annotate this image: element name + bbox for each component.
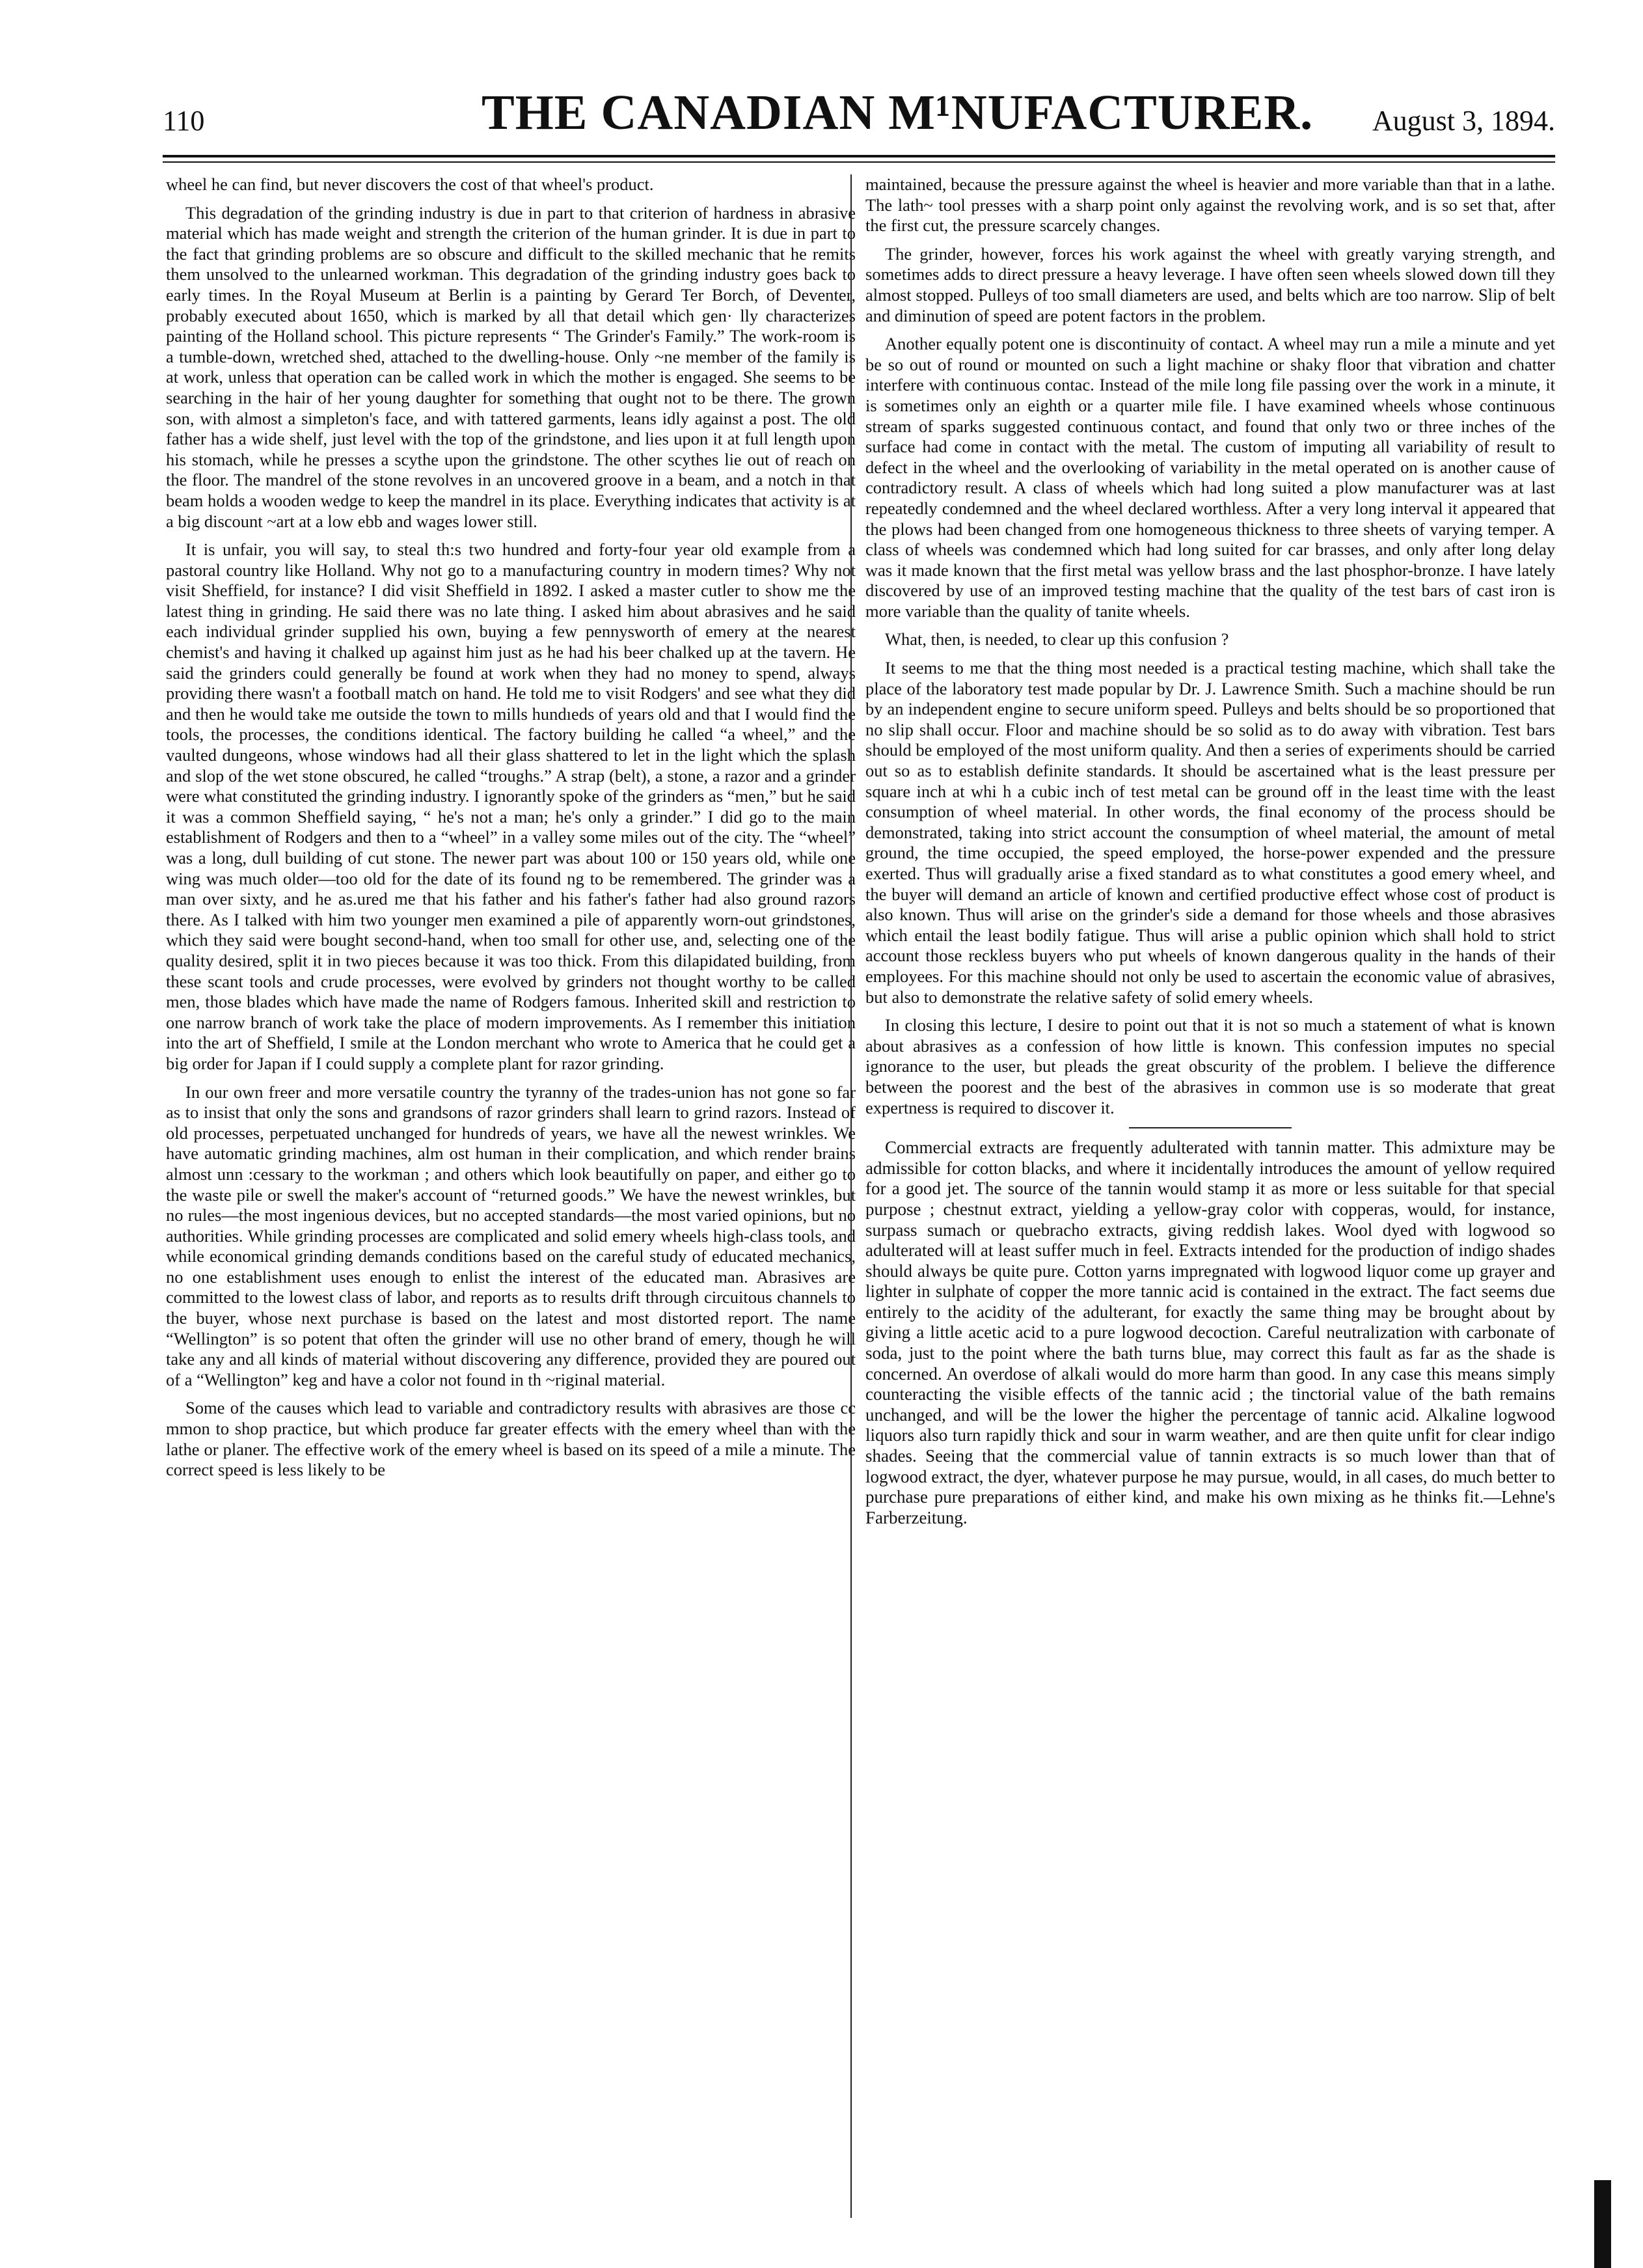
journal-title: THE CANADIAN M¹NUFACTURER. <box>482 85 1314 140</box>
right-column <box>865 174 1555 1536</box>
extract-note: Commercial extracts are frequently adulterated with tannin matter. This admixture may be admissible for cotton blacks, and where it incidentally introduces the amount of yellow required for a good jet. The source of the tannin would stamp it as more or less suitable for that special purpose ; chestnut extract, yielding a yellow-gray color with copperas, would, for instance, surpass sumach or quebracho extracts, giving reddish lakes. Wool dyed with logwood so adulterated will at least suffer much in feel. Extracts intended for the production of indigo shades should always be quite pure. Cotton yarns impregnated with logwood liquor come up grayer and lighter in sulphate of copper the more tannic acid is contained in the extract. The fact seems due entirely to the acidity of the adulterant, for exactly the same thing may be brought about by giving a little acetic acid to a pure logwood decoction. Careful neutralization with carbonate of soda, just to the point where the bath turns blue, may correct this fault as far as the shade is concerned. An overdose of alkali would do more harm than good. In any case this means simply counteracting the visible effects of the tannic acid ; the tinctorial value of the bath remains unchanged, and will be the lower the higher the percentage of tannic acid. Alkaline logwood liquors also turn rapidly thick and sour in warm weather, and are then quite unfit for clear indigo shades. Seeing that the commercial value of tannin extracts is so much lower than that of logwood extract, the dyer, whatever purpose he may pursue, would, in all cases, do much better to purchase pure preparations of either kind, and make his own mixing as he thinks fit.—Lehne's Farberzeitung. <box>865 1138 1555 1527</box>
issue-date: August 3, 1894. <box>1372 105 1555 137</box>
column-divider <box>850 174 852 2218</box>
left-paragraph: wheel he can find, but never discovers the cost of that wheel's product. <box>166 174 654 194</box>
left-paragraph: This degradation of the grinding industry is due in part to that criterion of hardness in abrasive material which has made weight and strength the criterion of the human grinder. It is due in part to the fact that grinding problems are so obscure and difficult to the skilled mechanic that he remits them unsolved to the unlearned workman. This degradation of the grinding industry goes back to early times. In the Royal Museum at Berlin is a painting by Gerard Ter Borch, of Deventer, probably executed about 1650, which is marked by all that detail which gen· lly characterizes painting of the Holland school. This picture represents “ The Grinder's Family.” The work-room is a tumble-down, wretched shed, attached to the dwelling-house. Only ~ne member of the family is at work, unless that operation can be called work in which the mother is engaged. She seems to be searching in the hair of her young daughter for something that ought not to be there. The grown son, with almost a simpleton's face, and with tattered garments, leans idly against a post. The old father has a wide shelf, just level with the top of the grindstone, and lies upon it at full length upon his stomach, while he presses a scythe upon the grindstone. The other scythes lie out of reach on the floor. The mandrel of the stone revolves in an uncovered groove in a beam, and a notch in that beam holds a wooden wedge to keep the mandrel in its place. Everything indicates that activity is at a big discount ~art at a low ebb and wages lower still. <box>166 202 856 531</box>
left-paragraph: Some of the causes which lead to variable and contradictory results with abrasives are those cc mmon to shop practice, but which produce far greater effects with the emery wheel than with the lathe or planer. The effective work of the emery wheel is based on its speed of a mile a minute. The correct speed is less likely to be <box>166 1398 856 1480</box>
page-edge-mark <box>1594 2180 1611 2268</box>
right-paragraph: It seems to me that the thing most needed is a practical testing machine, which shall take the place of the laboratory test made popular by Dr. J. Lawrence Smith. Such a machine should be run by an independent engine to secure uniform speed. Pulleys and belts should be so proportioned that no slip shall occur. Floor and machine should be so solid as to do away with vibration. Test bars should be employed of the most uniform quality. And then a series of experiments should be carried out so as to establish definite standards. It should be ascertained what is the least pressure per square inch at whi h a cubic inch of test metal can be ground off in the least time with the least consumption of wheel material. In other words, the final economy of the process should be demonstrated, taking into strict account the consumption of wheel material, the amount of metal ground, the time occupied, the speed employed, the horse-power expended and the pressure exerted. Thus will gradually arise a fixed standard as to what constitutes a good emery wheel, and the buyer will demand an article of known and certified productive effect whose cost of product is also known. Thus will arise on the grinder's side a demand for those wheels and those abrasives which entail the least bodily fatigue. Thus will arise a public opinion which shall hold to strict account those reckless buyers who put wheels of known dangerous quality in the hands of their employees. For this machine should not only be used to ascertain the economic value of abrasives, but also to demonstrate the relative safety of solid emery wheels. <box>865 658 1555 1007</box>
left-paragraph: It is unfair, you will say, to steal th:s two hundred and forty-four year old example from a pastoral country like Holland. Why not go to a manufacturing country in modern times? Why not visit Sheffield, for instance? I did visit Sheffield in 1892. I asked a master cutler to show me the latest thing in grinding. He said there was no late thing. I asked him about abrasives and he said each individual grinder supplied his own, buying a few pennysworth of emery at the nearest chemist's and having it chalked up against him just as he had his beer chalked up at the tavern. He said the grinders could generally be found at work when they had no money to spend, always providing there wasn't a football match on hand. He told me to visit Rodgers' and see what they did and then he would take me outside the town to mills hundıeds of years old and that I would find the tools, the processes, the conditions identical. The factory building he called “a wheel,” and the vaulted dungeons, whose windows had all their glass shattered to let in the light which the splash and slop of the wet stone obscured, he called “troughs.” A strap (belt), a stone, a razor and a grinder were what constituted the grinding industry. I ignorantly spoke of the grinders as “men,” but he said it was a common Sheffield saying, “ he's not a man; he's only a grinder.” I did go to the main establishment of Rodgers and then to a “wheel” in a valley some miles out of the city. The “wheel” was a long, dull building of cut stone. The newer part was about 100 or 150 years old, while one wing was much older—too old for the date of its found ng to be remembered. The grinder was a man over sixty, and he as.ured me that his father and his father's father had also ground razors there. As I talked with him two younger men examined a pile of apparently worn-out grindstones, which they said were bought second-hand, when too small for other use, and, selecting one of the quality desired, split it in two pieces because it was too thick. From this dilapidated building, from these scant tools and crude processes, were evolved by grinders not thought worthy to be called men, those blades which have made the name of Rodgers famous. Inherited skill and restriction to one narrow branch of work take the place of modern improvements. As I remember this initiation into the art of Sheffield, I smile at the London merchant who wrote to America that he could get a big order for Japan if I could supply a complete plant for razor grinding. <box>166 540 856 1073</box>
right-paragraph: maintained, because the pressure against the wheel is heavier and more variable than that in a lathe. The lath~ tool presses with a sharp point only against the revolving work, and is so set that, after the first cut, the pressure scarcely changes. <box>865 174 1555 236</box>
right-paragraph: In closing this lecture, I desire to point out that it is not so much a statement of what is known about abrasives as a confession of how little is known. This confession imputes no special ignorance to the user, but pleads the great obscurity of the problem. I believe the difference between the poorest and the best of the abrasives in common use is so moderate that great expertness is required to discover it. <box>865 1015 1555 1117</box>
page-number: 110 <box>163 105 205 137</box>
masthead <box>163 85 1555 156</box>
section-divider <box>1129 1127 1292 1128</box>
header-rule <box>163 155 1555 157</box>
left-paragraph: In our own freer and more versatile country the tyranny of the trades-union has not gone so far as to insist that only the sons and grandsons of razor grinders shall learn to grind razors. Instead of old processes, perpetuated unchanged for hundreds of years, we have all the newest wrinkles. We have automatic grinding machines, alm ost human in their complication, and which render brains almost unn :cessary to the workman ; and others which look beautifully on paper, and either go to the waste pile or swell the maker's account of “returned goods.” We have the newest wrinkles, but no rules—the most ingenious devices, but no accepted standards—the most varied opinions, but no authorities. While grinding processes are complicated and solid emery wheels high-class tools, and while economical grinding demands conditions based on the careful study of educated mechanics, no one establishment uses enough to enlist the interest of the educated man. Abrasives are committed to the lowest class of labor, and reports as to results drift through circuitous channels to the buyer, whose next purchase is based on the latest and most distorted report. The name “Wellington” is so potent that often the grinder will use no other brand of emery, though he will take any and all kinds of material without discovering any difference, provided they are poured out of a “Wellington” keg and have a color not found in th ~riginal material. <box>166 1082 856 1389</box>
left-column <box>166 174 856 1488</box>
right-paragraph: The grinder, however, forces his work against the wheel with greatly varying strength, and sometimes adds to direct pressure a heavy leverage. I have often seen wheels slowed down till they almost stopped. Pulleys of too small diameters are used, and belts which are too narrow. Slip of belt and diminution of speed are potent factors in the problem. <box>865 243 1555 325</box>
right-paragraph: What, then, is needed, to clear up this confusion ? <box>885 629 1229 649</box>
header-rule-thin <box>163 161 1555 163</box>
right-paragraph: Another equally potent one is discontinuity of contact. A wheel may run a mile a minute and yet be so out of round or mounted on such a light machine or shaky floor that vibration and chatter interfere with continuous contac. Instead of the mile long file passing over the work in a minute, it is sometimes only an eighth or a quarter mile file. I have examined wheels whose continuous stream of sparks suggested continuous contact, and found that only two or three inches of the surface had come in contact with the metal. The custom of imputing all variability of result to defect in the wheel and the overlooking of variability in the metal operated on is another cause of contradictory result. A class of wheels which had long suited a plow manufacturer was at last repeatedly condemned and the wheel declared worthless. After a very long interval it appeared that the plows had been changed from one homogeneous thickness to three sheets of varying temper. A class of wheels was condemned which had long suited for car brasses, and only after long delay was it made known that the first metal was yellow brass and the last phosphor-bronze. I have lately discovered by use of an improved testing machine that the quality of the test bars of cast iron is more variable than the quality of tanite wheels. <box>865 334 1555 621</box>
